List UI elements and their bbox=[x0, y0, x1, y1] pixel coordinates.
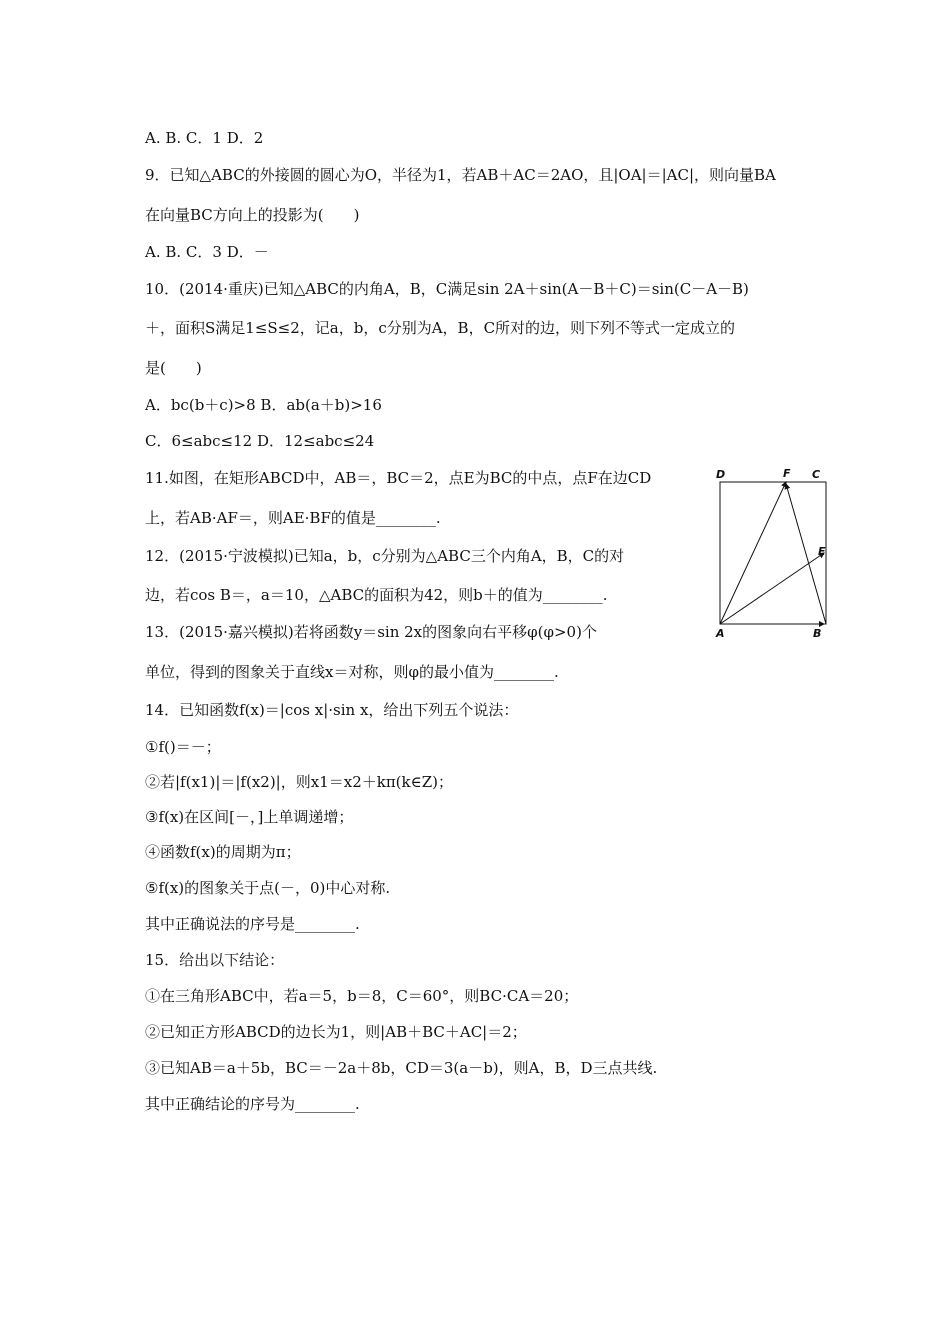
q13-stem-cont: 单位，得到的图象关于直线x＝对称，则φ的最小值为________. bbox=[145, 663, 559, 681]
q15-item-3: ③已知AB＝a＋5b，BC＝－2a＋8b，CD＝3(a－b)，则A，B，D三点共线. bbox=[145, 1059, 658, 1077]
q14-answer: 其中正确说法的序号是________. bbox=[145, 915, 360, 933]
q15-item-1: ①在三角形ABC中，若a＝5，b＝8，C＝60°，则BC·CA＝20； bbox=[145, 987, 579, 1005]
q14-stem: 14．已知函数f(x)＝|cos x|·sin x，给出下列五个说法： bbox=[145, 701, 519, 719]
q12-stem-cont: 边，若cos B＝，a＝10，△ABC的面积为42，则b＋的值为________. bbox=[145, 586, 608, 604]
q15-answer: 其中正确结论的序号为________. bbox=[145, 1095, 360, 1113]
q9-stem: 9．已知△ABC的外接圆的圆心为O，半径为1，若AB＋AC＝2AO，且|OA|＝|AC|，则向量BA bbox=[145, 166, 776, 184]
q15-item-2: ②已知正方形ABCD的边长为1，则|AB＋BC＋AC|＝2； bbox=[145, 1023, 527, 1041]
q10-stem-cont: ＋，面积S满足1≤S≤2，记a，b，c分别为A，B，C所对的边，则下列不等式一定成立的 bbox=[145, 319, 736, 337]
q10-stem-end: 是( ) bbox=[145, 359, 202, 377]
q10-stem: 10．(2014·重庆)已知△ABC的内角A，B，C满足sin 2A＋sin(A－B＋C)＝sin(C－A－B) bbox=[145, 280, 749, 298]
q9-stem-cont: 在向量BC方向上的投影为( ) bbox=[145, 206, 360, 224]
q14-item-2: ②若|f(x1)|＝|f(x2)|，则x1＝x2＋kπ(k∈Z)； bbox=[145, 773, 454, 791]
q14-item-3: ③f(x)在区间[－，]上单调递增； bbox=[145, 808, 354, 826]
q10-options-cd: C．6≤abc≤12 D．12≤abc≤24 bbox=[145, 432, 375, 450]
vector-af bbox=[720, 482, 786, 624]
q14-item-5: ⑤f(x)的图象关于点(－，0)中心对称. bbox=[145, 879, 391, 897]
label-d: D bbox=[716, 468, 726, 481]
q8-options: A. B. C．1 D．2 bbox=[145, 129, 264, 147]
q10-options-ab: A．bc(b＋c)>8 B．ab(a＋b)>16 bbox=[145, 396, 382, 414]
q13-stem: 13．(2015·嘉兴模拟)若将函数y＝sin 2x的图象向右平移φ(φ>0)个 bbox=[145, 623, 597, 641]
label-a: A bbox=[716, 627, 725, 640]
label-e: E bbox=[818, 545, 826, 558]
rectangle-figure bbox=[708, 462, 838, 642]
q9-options: A. B. C．3 D．－ bbox=[145, 243, 269, 261]
label-f: F bbox=[783, 467, 791, 480]
label-b: B bbox=[813, 627, 822, 640]
rectangle-diagram bbox=[708, 462, 838, 642]
label-c: C bbox=[812, 468, 821, 481]
q14-item-1: ①f()＝－； bbox=[145, 738, 221, 756]
q11-stem: 11.如图，在矩形ABCD中，AB＝，BC＝2，点E为BC的中点，点F在边CD bbox=[145, 469, 652, 487]
rectangle-abcd bbox=[720, 482, 826, 624]
q14-item-4: ④函数f(x)的周期为π； bbox=[145, 843, 301, 861]
q11-stem-cont: 上，若AB·AF＝，则AE·BF的值是________. bbox=[145, 509, 441, 527]
q12-stem: 12．(2015·宁波模拟)已知a，b，c分别为△ABC三个内角A，B，C的对 bbox=[145, 547, 625, 565]
q15-stem: 15．给出以下结论： bbox=[145, 951, 285, 969]
